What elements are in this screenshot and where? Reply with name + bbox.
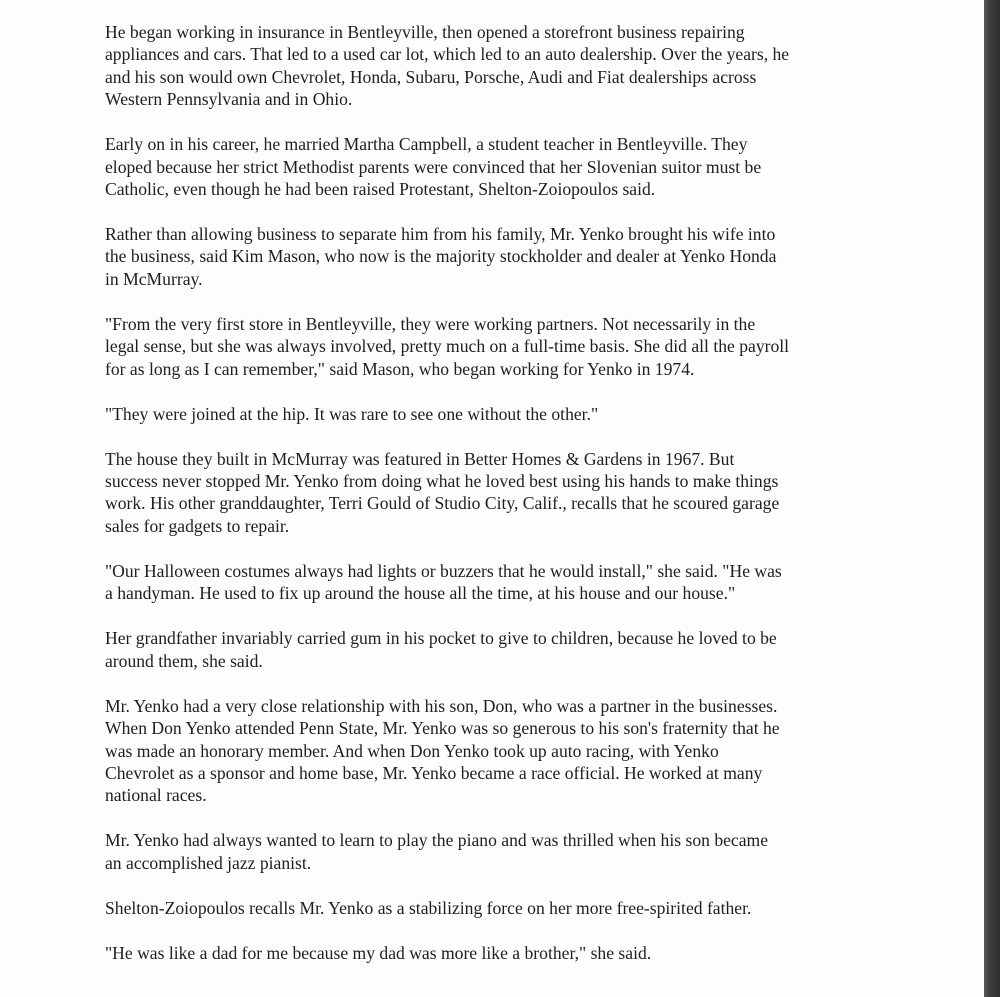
- text-line: sales for gadgets to repair.: [105, 515, 290, 536]
- text-line: Her grandfather invariably carried gum in his pocket to give to children, because he loved to be: [105, 628, 777, 649]
- text-line: appliances and cars. That led to a used car lot, which led to an auto dealership. Over the years, he: [105, 44, 790, 65]
- text-line: He began working in insurance in Bentleyville, then opened a storefront business repairing: [105, 22, 745, 42]
- text-line: the business, said Kim Mason, who now is the majority stockholder and dealer at Yenko Honda: [105, 246, 777, 267]
- text-line: Western Pennsylvania and in Ohio.: [105, 89, 353, 110]
- paragraph-4: [105, 313, 880, 380]
- text-line: "From the very first store in Bentleyville, they were working partners. Not necessarily in the: [105, 313, 756, 334]
- text-line: work. His other granddaughter, Terri Gould of Studio City, Calif., recalls that he scoured garage: [105, 493, 780, 514]
- paragraph-6: [105, 448, 880, 538]
- text-line: Early on in his career, he married Martha Campbell, a student teacher in Bentleyville. They: [105, 134, 748, 155]
- article-body: [105, 21, 880, 987]
- text-line: national races.: [105, 785, 207, 806]
- text-line: Catholic, even though he had been raised Protestant, Shelton-Zoiopoulos said.: [105, 179, 656, 200]
- text-line: When Don Yenko attended Penn State, Mr. Yenko was so generous to his son's fraternity that he: [105, 718, 780, 739]
- text-line: success never stopped Mr. Yenko from doing what he loved best using his hands to make things: [105, 471, 779, 492]
- text-line: "Our Halloween costumes always had lights or buzzers that he would install," she said. "He was: [105, 560, 782, 581]
- paragraph-2: [105, 133, 880, 200]
- paragraph-8: [105, 627, 880, 672]
- text-line: for as long as I can remember," said Mason, who began working for Yenko in 1974.: [105, 358, 695, 379]
- paragraph-7: [105, 560, 880, 605]
- paragraph-10: [105, 829, 880, 874]
- paragraph-9: [105, 695, 880, 807]
- text-line: Rather than allowing business to separate him from his family, Mr. Yenko brought his wife into: [105, 224, 776, 245]
- text-line: Mr. Yenko had always wanted to learn to play the piano and was thrilled when his son became: [105, 830, 769, 851]
- paragraph-3: [105, 223, 880, 290]
- paragraph-5: [105, 403, 880, 425]
- text-line: and his son would own Chevrolet, Honda, Subaru, Porsche, Audi and Fiat dealerships across: [105, 66, 757, 87]
- text-line: "They were joined at the hip. It was rare to see one without the other.": [105, 403, 599, 424]
- text-line: eloped because her strict Methodist parents were convinced that her Slovenian suitor must be: [105, 156, 762, 177]
- paragraph-1: [105, 21, 880, 111]
- text-line: around them, she said.: [105, 650, 263, 671]
- text-line: Chevrolet as a sponsor and home base, Mr. Yenko became a race official. He worked at many: [105, 762, 763, 783]
- text-line: "He was like a dad for me because my dad was more like a brother," she said.: [105, 942, 652, 963]
- text-line: in McMurray.: [105, 268, 203, 289]
- paragraph-11: [105, 897, 880, 919]
- paragraph-12: [105, 942, 880, 964]
- scan-edge-shadow: [984, 0, 1000, 997]
- text-line: a handyman. He used to fix up around the house all the time, at his house and our house.": [105, 583, 736, 604]
- text-line: an accomplished jazz pianist.: [105, 852, 312, 873]
- text-line: legal sense, but she was always involved, pretty much on a full-time basis. She did all the payroll: [105, 336, 790, 357]
- text-line: was made an honorary member. And when Don Yenko took up auto racing, with Yenko: [105, 740, 719, 761]
- text-line: Shelton-Zoiopoulos recalls Mr. Yenko as a stabilizing force on her more free-spirited father.: [105, 897, 752, 918]
- text-line: Mr. Yenko had a very close relationship with his son, Don, who was a partner in the businesses.: [105, 695, 778, 716]
- text-line: The house they built in McMurray was featured in Better Homes & Gardens in 1967. But: [105, 448, 735, 469]
